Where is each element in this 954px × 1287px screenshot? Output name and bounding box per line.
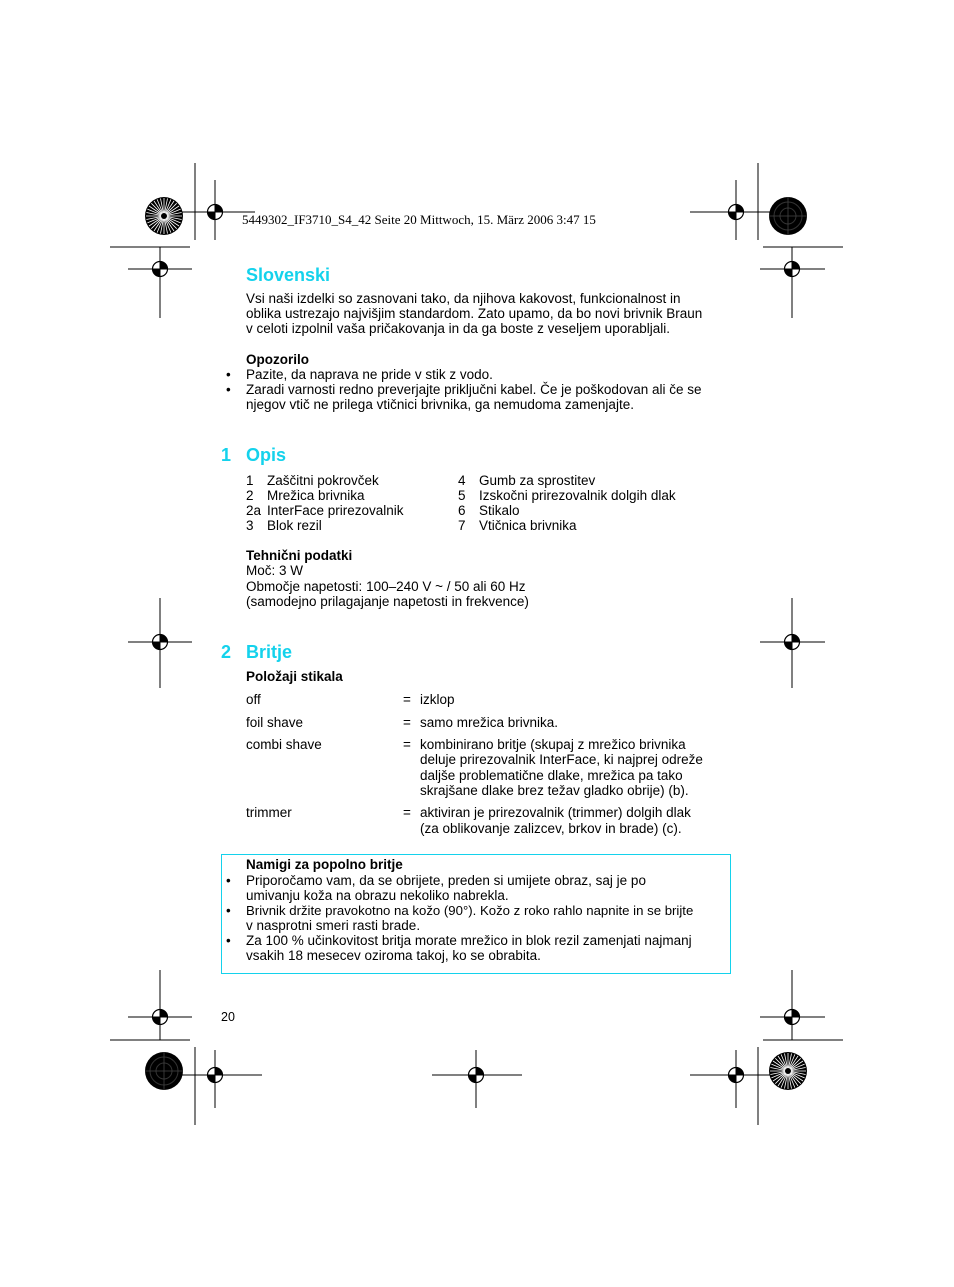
tech-line: Območje napetosti: 100–240 V ~ / 50 ali 60 Hz (246, 579, 526, 594)
intro-line: oblika ustrezajo najvišjim standardom. Zato upamo, da bo novi brivnik Braun (246, 306, 703, 321)
mode-desc: skrajšane dlake brez težav gladko obrije) (b). (420, 783, 689, 798)
tips-title: Namigi za popolno britje (246, 857, 403, 872)
warning-title: Opozorilo (246, 352, 309, 367)
tech-line: Moč: 3 W (246, 563, 304, 578)
part-number: 5 (458, 488, 466, 503)
part-number: 2a (246, 503, 262, 518)
warning-item: Zaradi varnosti redno preverjajte priključni kabel. Če je poškodovan ali če se (246, 382, 702, 397)
equals-sign: = (403, 692, 411, 707)
equals-sign: = (403, 715, 411, 730)
mode-name: trimmer (246, 805, 292, 820)
intro-line: v celoti izpolnil vaša pričakovanja in da ga boste z veseljem uporabljali. (246, 321, 670, 336)
page-number: 20 (221, 1010, 235, 1024)
mode-desc: kombinirano britje (skupaj z mrežico brivnika (420, 737, 686, 752)
part-label: InterFace prirezovalnik (267, 503, 404, 518)
part-number: 4 (458, 473, 466, 488)
tip-item-cont: vsakih 18 mesecev oziroma takoj, ko se obrabita. (246, 948, 541, 963)
section-number: 2 (221, 642, 232, 662)
bullet-icon: • (226, 873, 231, 888)
mode-name: off (246, 692, 261, 707)
part-label: Izskočni prirezovalnik dolgih dlak (479, 488, 676, 503)
tech-line: (samodejno prilagajanje napetosti in frekvence) (246, 594, 529, 609)
equals-sign: = (403, 737, 411, 752)
switch-title: Položaji stikala (246, 669, 343, 684)
part-label: Vtičnica brivnika (479, 518, 577, 533)
mode-name: foil shave (246, 715, 304, 730)
tip-item-cont: v nasprotni smeri rasti brade. (246, 918, 421, 933)
tip-item-cont: umivanju koža na obrazu nekoliko nabrekla. (246, 888, 509, 903)
part-number: 2 (246, 488, 254, 503)
part-label: Zaščitni pokrovček (267, 473, 379, 488)
part-number: 3 (246, 518, 254, 533)
mode-desc: deluje prirezovalnik InterFace, ki najprej odreže (420, 752, 703, 767)
equals-sign: = (403, 805, 411, 820)
section-title: Britje (246, 642, 293, 662)
mode-desc: aktiviran je prirezovalnik (trimmer) dolgih dlak (420, 805, 691, 820)
mode-desc: daljše problematične dlake, mrežica pa tako (420, 768, 683, 783)
tech-title: Tehnični podatki (246, 548, 353, 563)
part-number: 1 (246, 473, 254, 488)
print-header: 5449302_IF3710_S4_42 Seite 20 Mittwoch, 15. März 2006 3:47 15 (242, 212, 596, 227)
tip-item: Za 100 % učinkovitost britja morate mrežico in blok rezil zamenjati najmanj (246, 933, 692, 948)
language-heading: Slovenski (246, 265, 331, 285)
bullet-icon: • (226, 367, 231, 382)
tip-item: Brivnik držite pravokotno na kožo (90°). Kožo z roko rahlo napnite in se brijte (246, 903, 694, 918)
part-number: 6 (458, 503, 466, 518)
part-number: 7 (458, 518, 466, 533)
mode-desc: (za oblikovanje zalizcev, brkov in brade) (c). (420, 821, 682, 836)
bullet-icon: • (226, 933, 231, 948)
warning-item-cont: njegov vtič ne prilega vtičnici brivnika, ga nemudoma zamenjajte. (246, 397, 634, 412)
section-title: Opis (246, 445, 287, 465)
intro-line: Vsi naši izdelki so zasnovani tako, da njihova kakovost, funkcionalnost in (246, 291, 681, 306)
warning-item: Pazite, da naprava ne pride v stik z vodo. (246, 367, 493, 382)
mode-desc: izklop (420, 692, 455, 707)
section-number: 1 (221, 445, 232, 465)
bullet-icon: • (226, 903, 231, 918)
mode-desc: samo mrežica brivnika. (420, 715, 559, 730)
part-label: Mrežica brivnika (267, 488, 365, 503)
bullet-icon: • (226, 382, 231, 397)
part-label: Gumb za sprostitev (479, 473, 596, 488)
part-label: Blok rezil (267, 518, 322, 533)
tip-item: Priporočamo vam, da se obrijete, preden si umijete obraz, saj je po (246, 873, 646, 888)
mode-name: combi shave (246, 737, 322, 752)
part-label: Stikalo (479, 503, 520, 518)
